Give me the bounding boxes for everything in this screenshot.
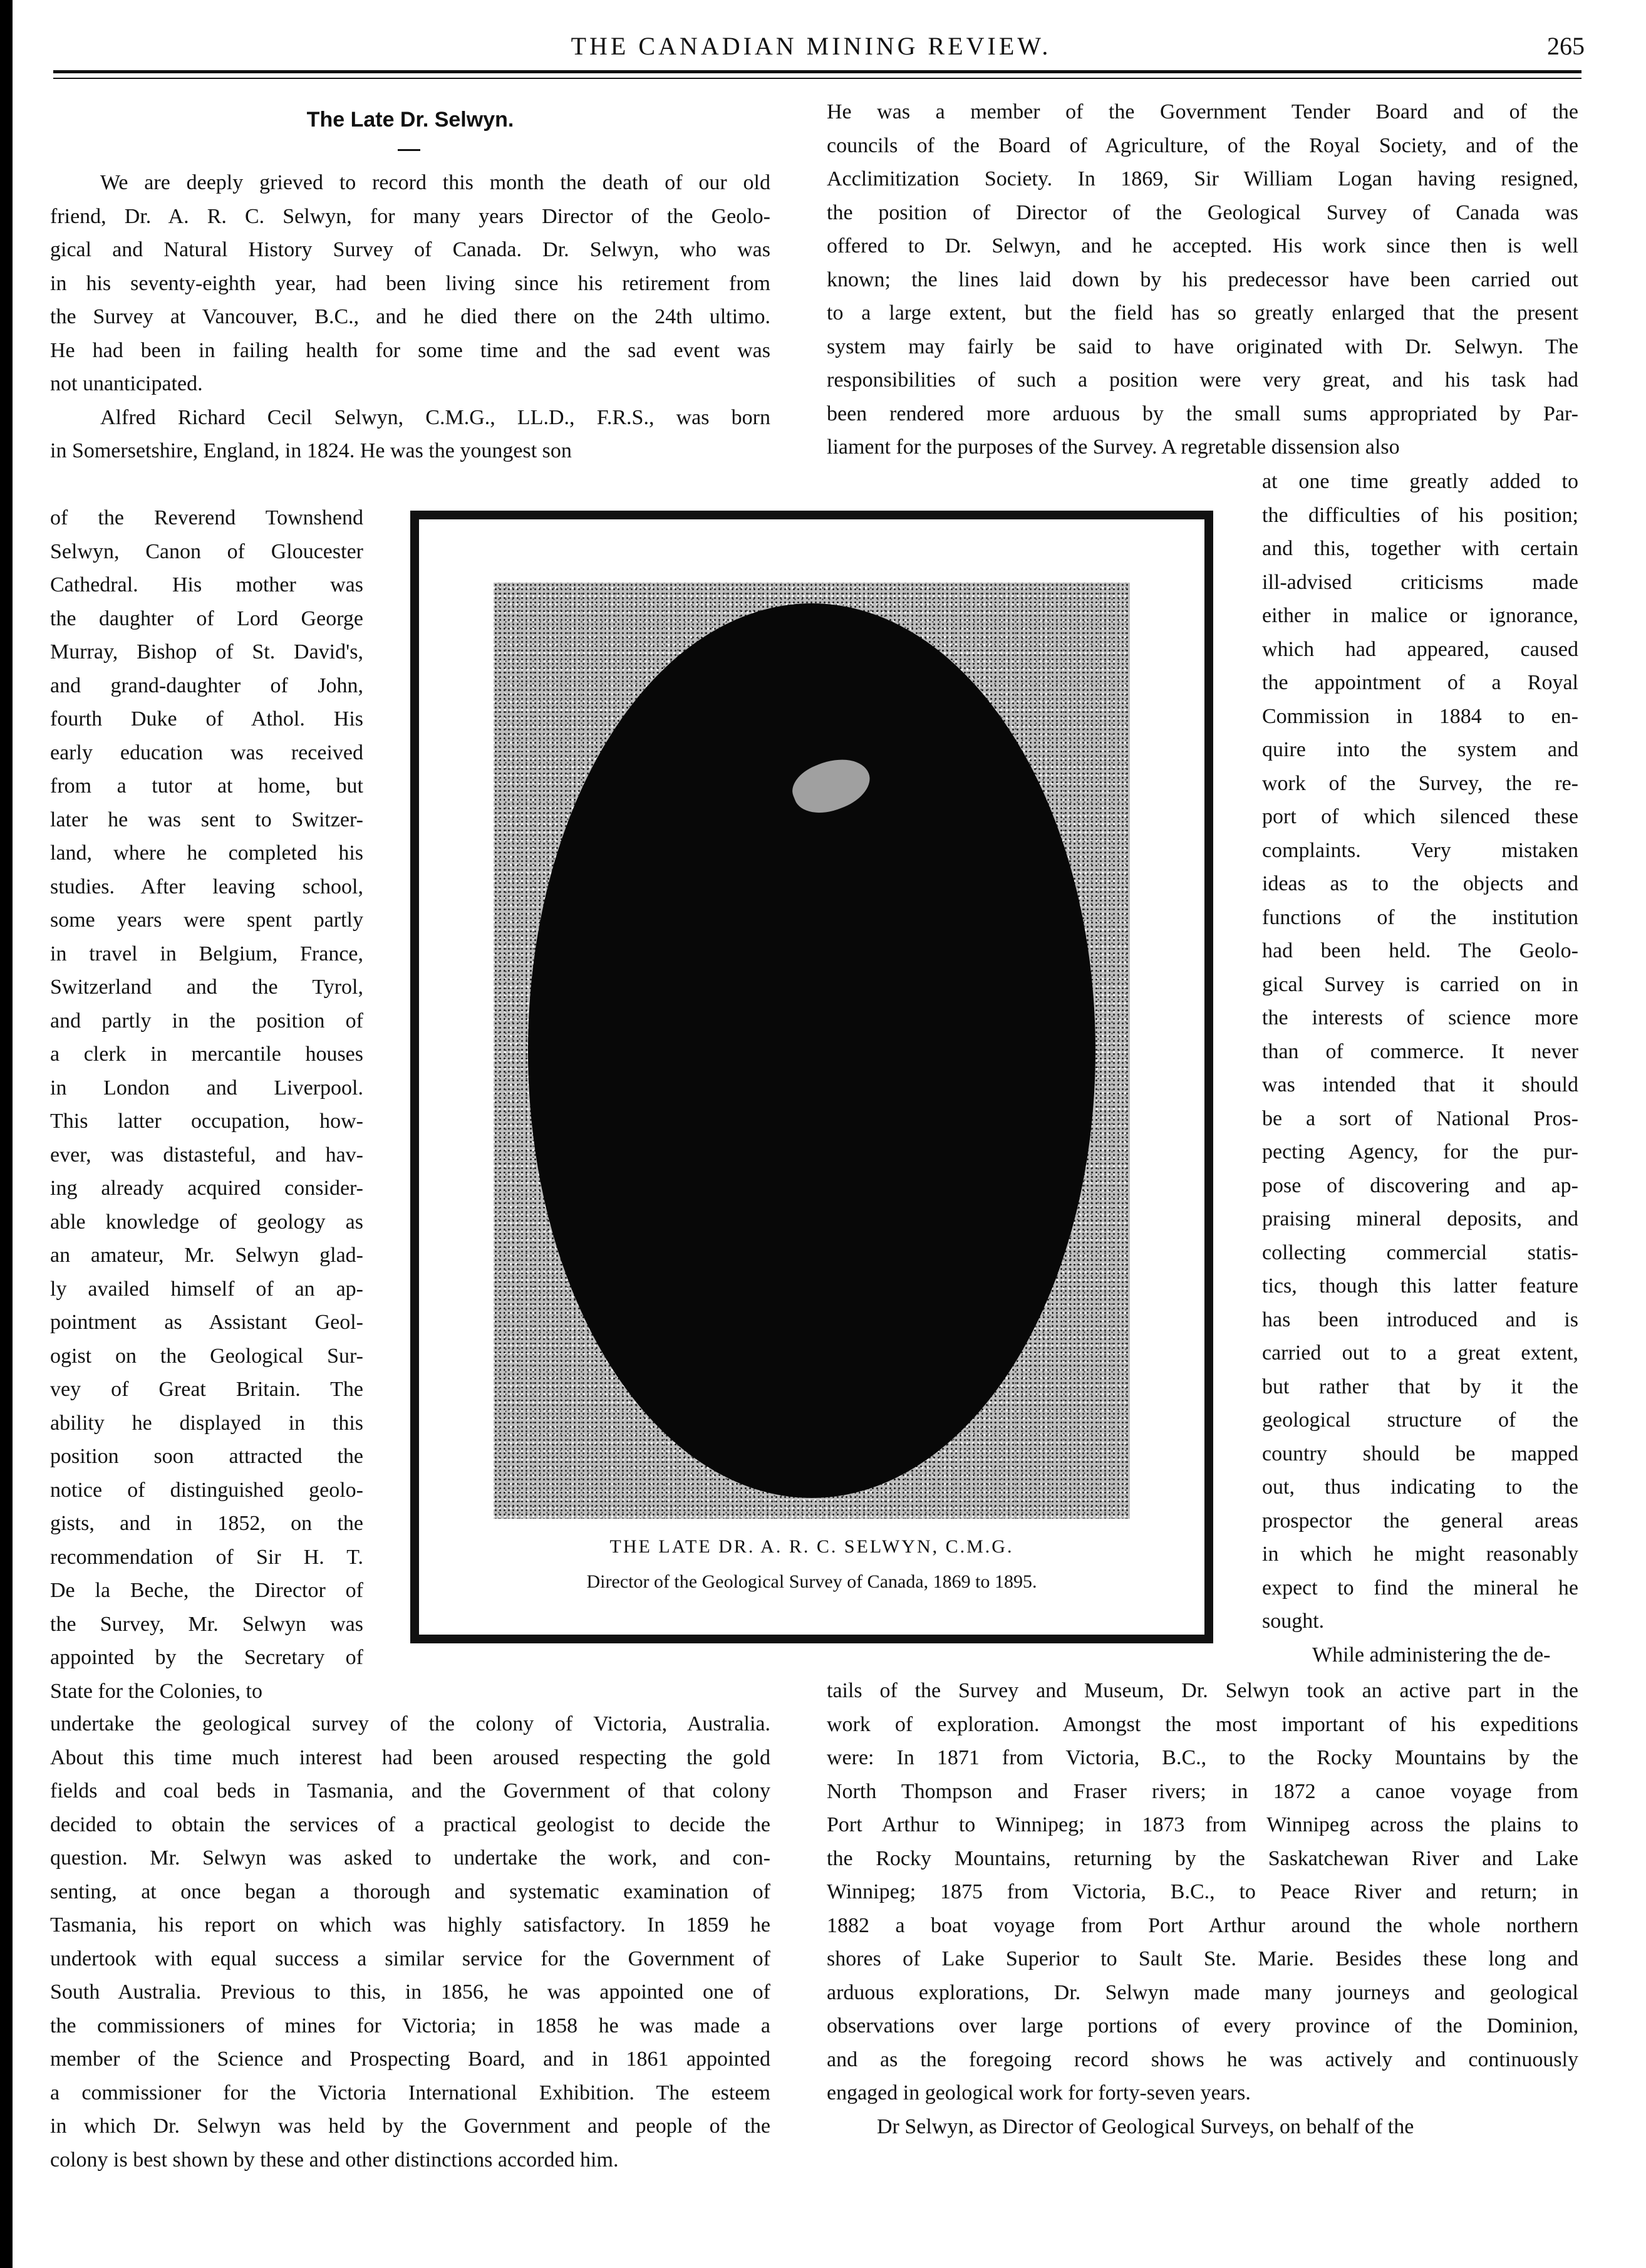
text-line: were: In 1871 from Victoria, B.C., to the Rocky Mountains by the (827, 1746, 1578, 1769)
text-line: which had appeared, caused (1262, 637, 1578, 661)
text-line: been rendered more arduous by the small sums appropriated by Par- (827, 402, 1578, 425)
header-rule-thick (53, 70, 1581, 73)
text-line: tics, though this latter feature (1262, 1274, 1578, 1298)
header-rule-thin (53, 78, 1581, 79)
text-line: in travel in Belgium, France, (50, 942, 363, 965)
text-line: in which he might reasonably (1262, 1542, 1578, 1566)
text-line: gical and Natural History Survey of Canada. Dr. Selwyn, who was (50, 238, 770, 261)
text-line: the daughter of Lord George (50, 606, 363, 630)
text-line: responsibilities of such a position were very great, and his task had (827, 368, 1578, 392)
text-line: recommendation of Sir H. T. (50, 1545, 363, 1569)
text-line: About this time much interest had been aroused respecting the gold (50, 1745, 770, 1769)
text-line: We are deeply grieved to record this month the death of our old (100, 171, 770, 194)
text-line: pose of discovering and ap- (1262, 1173, 1578, 1197)
text-line: South Australia. Previous to this, in 1856, he was appointed one of (50, 1980, 770, 2004)
text-line: He had been in failing health for some time and the sad event was (50, 338, 770, 362)
text-line: fourth Duke of Athol. His (50, 707, 363, 731)
text-line: question. Mr. Selwyn was asked to undertake the work, and con- (50, 1846, 770, 1870)
text-line: appointed by the Secretary of (50, 1646, 363, 1669)
text-line: work of exploration. Amongst the most important of his expeditions (827, 1712, 1578, 1736)
text-line: friend, Dr. A. R. C. Selwyn, for many years Director of the Geolo- (50, 204, 770, 228)
text-line: undertook with equal success a similar service for the Government of (50, 1947, 770, 1970)
text-line: port of which silenced these (1262, 805, 1578, 828)
text-line: and as the foregoing record shows he was actively and continuously (827, 2047, 1578, 2071)
text-line: complaints. Very mistaken (1262, 838, 1578, 862)
text-line: vey of Great Britain. The (50, 1378, 363, 1401)
text-line: While administering the de- (1312, 1643, 1551, 1667)
text-line: than of commerce. It never (1262, 1039, 1578, 1063)
text-line: carried out to a great extent, (1262, 1341, 1578, 1365)
text-line: colony is best shown by these and other distinctions accorded him. (50, 2148, 619, 2172)
running-header (38, 31, 1585, 69)
text-line: shores of Lake Superior to Sault Ste. Marie. Besides these long and (827, 1947, 1578, 1970)
text-line: quire into the system and (1262, 738, 1578, 761)
text-line: ideas as to the objects and (1262, 872, 1578, 895)
text-line: This latter occupation, how- (50, 1110, 363, 1133)
text-line: later he was sent to Switzer- (50, 808, 363, 831)
page-number: 265 (1547, 32, 1585, 60)
text-line: praising mineral deposits, and (1262, 1207, 1578, 1230)
text-line: Dr Selwyn, as Director of Geological Surveys, on behalf of the (877, 2115, 1414, 2138)
text-line: prospector the general areas (1262, 1509, 1578, 1532)
text-line: Switzerland and the Tyrol, (50, 975, 363, 999)
left-column-narrow-text (50, 501, 363, 1708)
text-line: ability he displayed in this (50, 1411, 363, 1435)
text-line: in his seventy-eighth year, had been living since his retirement from (50, 271, 770, 295)
text-line: the appointment of a Royal (1262, 671, 1578, 694)
text-line: Cathedral. His mother was (50, 573, 363, 596)
text-line: observations over large portions of every province of the Dominion, (827, 2014, 1578, 2037)
text-line: in London and Liverpool. (50, 1076, 363, 1100)
text-line: a commissioner for the Victoria International Exhibition. The esteem (50, 2081, 770, 2104)
right-column-narrow-text (1262, 465, 1578, 1672)
text-line: fields and coal beds in Tasmania, and the Government of that colony (50, 1779, 770, 1802)
text-line: out, thus indicating to the (1262, 1475, 1578, 1499)
text-line: arduous explorations, Dr. Selwyn made many journeys and geological (827, 1980, 1578, 2004)
text-line: notice of distinguished geolo- (50, 1478, 363, 1502)
text-line: engaged in geological work for forty-seven years. (827, 2081, 1251, 2104)
text-line: country should be mapped (1262, 1442, 1578, 1465)
text-line: ly availed himself of an ap- (50, 1277, 363, 1301)
text-line: some years were spent partly (50, 908, 363, 932)
text-line: collecting commercial statis- (1262, 1241, 1578, 1264)
text-line: councils of the Board of Agriculture, of the Royal Society, and of the (827, 133, 1578, 157)
text-line: Tasmania, his report on which was highly satisfactory. In 1859 he (50, 1913, 770, 1937)
text-line: to a large extent, but the field has so greatly enlarged that the present (827, 301, 1578, 325)
text-line: Port Arthur to Winnipeg; in 1873 from Winnipeg across the plains to (827, 1813, 1578, 1836)
text-line: tails of the Survey and Museum, Dr. Selwyn took an active part in the (827, 1679, 1578, 1702)
text-line: from a tutor at home, but (50, 774, 363, 798)
text-line: system may fairly be said to have originated with Dr. Selwyn. The (827, 335, 1578, 358)
left-column-bottom-text (50, 1707, 770, 2177)
text-line: a clerk in mercantile houses (50, 1043, 363, 1066)
text-line: North Thompson and Fraser rivers; in 1872 a canoe voyage from (827, 1779, 1578, 1803)
text-line: early education was received (50, 741, 363, 764)
text-line: the commissioners of mines for Victoria; in 1858 he was made a (50, 2014, 770, 2037)
journal-title: THE CANADIAN MINING REVIEW. (571, 32, 1052, 60)
text-line: Alfred Richard Cecil Selwyn, C.M.G., LL.D., F.R.S., was born (100, 405, 770, 429)
text-line: undertake the geological survey of the colony of Victoria, Australia. (50, 1712, 770, 1735)
text-line: had been held. The Geolo- (1262, 939, 1578, 962)
right-column-bottom-text (827, 1674, 1578, 2143)
text-line: the Survey at Vancouver, B.C., and he died there on the 24th ultimo. (50, 305, 770, 328)
text-line: the difficulties of his position; (1262, 503, 1578, 527)
text-line: Winnipeg; 1875 from Victoria, B.C., to Peace River and return; in (827, 1880, 1578, 1903)
text-line: decided to obtain the services of a practical geologist to decide the (50, 1813, 770, 1836)
text-line: in Somersetshire, England, in 1824. He was the youngest son (50, 439, 572, 462)
text-line: known; the lines laid down by his predecessor have been carried out (827, 268, 1578, 291)
portrait-caption-role: Director of the Geological Survey of Canada, 1869 to 1895. (586, 1571, 1037, 1592)
text-line: offered to Dr. Selwyn, and he accepted. His work since then is well (827, 234, 1578, 257)
text-line: Selwyn, Canon of Gloucester (50, 539, 363, 563)
text-line: in which Dr. Selwyn was held by the Government and people of the (50, 2115, 770, 2138)
text-line: ever, was distasteful, and hav- (50, 1143, 363, 1167)
title-dash (398, 149, 420, 151)
text-line: Commission in 1884 to en- (1262, 704, 1578, 728)
text-line: member of the Science and Prospecting Board, and in 1861 appointed (50, 2047, 770, 2071)
text-line: an amateur, Mr. Selwyn glad- (50, 1244, 363, 1267)
text-line: the interests of science more (1262, 1006, 1578, 1029)
text-line: position soon attracted the (50, 1445, 363, 1468)
text-line: and grand-daughter of John, (50, 674, 363, 697)
text-line: ing already acquired consider- (50, 1177, 363, 1200)
text-line: gical Survey is carried on in (1262, 972, 1578, 996)
text-line: able knowledge of geology as (50, 1210, 363, 1234)
text-line: liament for the purposes of the Survey. A regretable dissension also (827, 435, 1400, 459)
text-line: and this, together with certain (1262, 537, 1578, 560)
text-line: ogist on the Geological Sur- (50, 1344, 363, 1368)
text-line: studies. After leaving school, (50, 875, 363, 898)
text-line: sought. (1262, 1610, 1325, 1633)
text-line: senting, at once began a thorough and systematic examination of (50, 1880, 770, 1903)
text-line: expect to find the mineral he (1262, 1576, 1578, 1600)
text-line: 1882 a boat voyage from Port Arthur around the whole northern (827, 1913, 1578, 1937)
text-line: pointment as Assistant Geol- (50, 1311, 363, 1334)
text-line: Acclimitization Society. In 1869, Sir William Logan having resigned, (827, 167, 1578, 190)
text-line: be a sort of National Pros- (1262, 1106, 1578, 1130)
text-line: State for the Colonies, to (50, 1679, 263, 1703)
text-line: either in malice or ignorance, (1262, 604, 1578, 627)
text-line: but rather that by it the (1262, 1375, 1578, 1398)
text-line: He was a member of the Government Tender Board and of the (827, 100, 1578, 123)
left-column-top-text (50, 166, 770, 468)
article-title: The Late Dr. Selwyn. (306, 108, 514, 132)
text-line: geological structure of the (1262, 1408, 1578, 1432)
text-line: the Survey, Mr. Selwyn was (50, 1612, 363, 1636)
right-column-top-text (827, 95, 1578, 464)
text-line: land, where he completed his (50, 841, 363, 865)
text-line: not unanticipated. (50, 372, 203, 395)
text-line: of the Reverend Townshend (50, 506, 363, 529)
text-line: work of the Survey, the re- (1262, 771, 1578, 795)
text-line: at one time greatly added to (1262, 470, 1578, 493)
text-line: the position of Director of the Geological Survey of Canada was (827, 200, 1578, 224)
text-line: ill-advised criticisms made (1262, 570, 1578, 594)
text-line: pecting Agency, for the pur- (1262, 1140, 1578, 1163)
text-line: the Rocky Mountains, returning by the Saskatchewan River and Lake (827, 1846, 1578, 1870)
text-line: gists, and in 1852, on the (50, 1512, 363, 1535)
text-line: De la Beche, the Director of (50, 1579, 363, 1602)
text-line: has been introduced and is (1262, 1308, 1578, 1331)
page-binding-edge (0, 0, 13, 2268)
portrait-caption-name: THE LATE DR. A. R. C. SELWYN, C.M.G. (609, 1536, 1014, 1557)
text-line: functions of the institution (1262, 905, 1578, 929)
text-line: was intended that it should (1262, 1073, 1578, 1096)
portrait-oval-photo (528, 603, 1095, 1498)
text-line: Murray, Bishop of St. David's, (50, 640, 363, 663)
text-line: and partly in the position of (50, 1009, 363, 1033)
